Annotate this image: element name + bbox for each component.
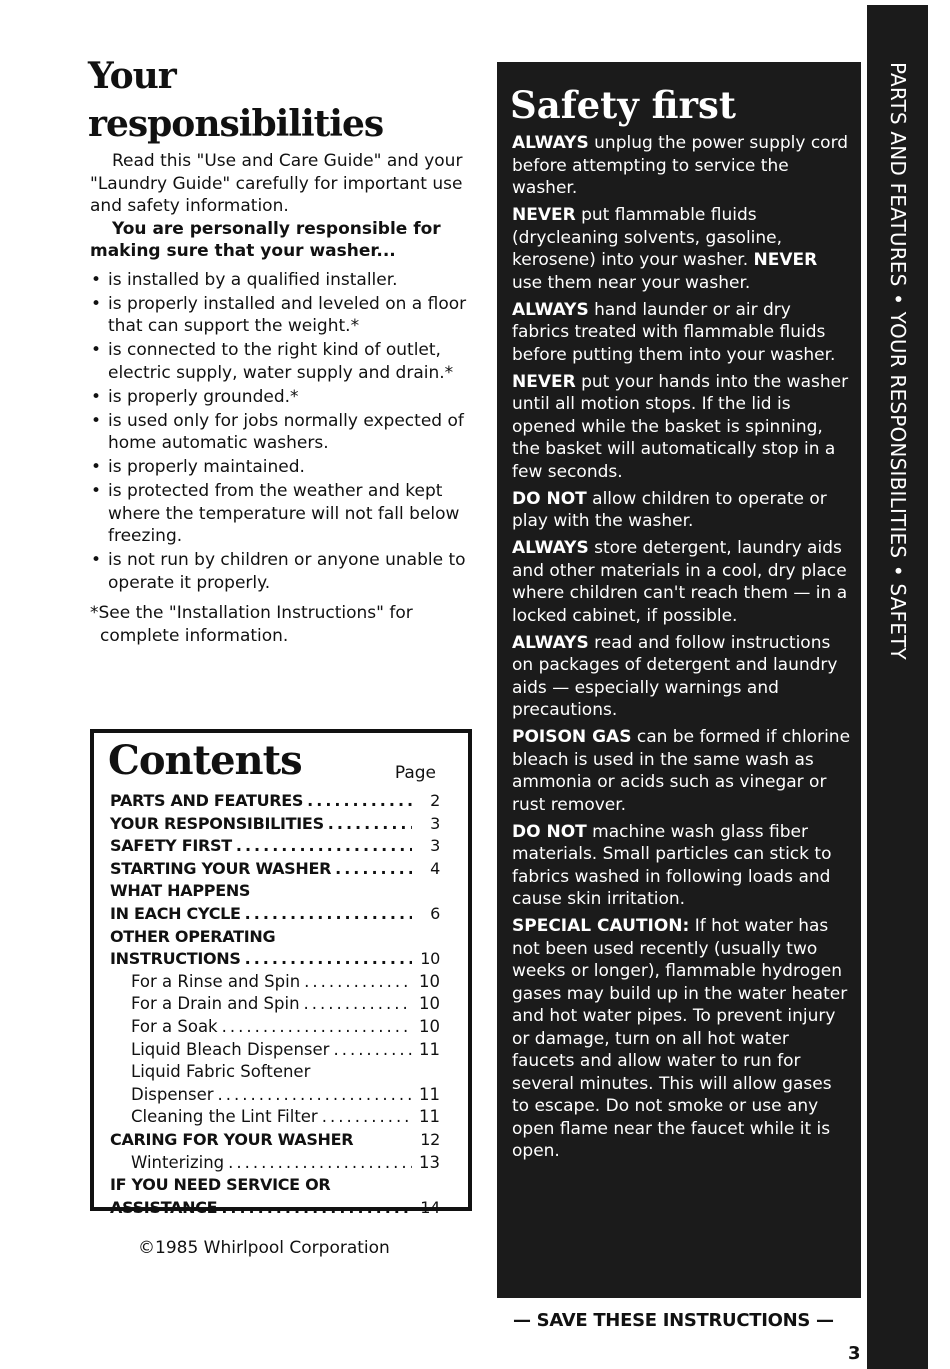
safety-paragraph	[512, 204, 852, 294]
toc-page: 12	[420, 1129, 440, 1149]
toc-label: IN EACH CYCLE	[110, 903, 241, 923]
list-item: • is connected to the right kind of outlet, electric supply, water supply and drain.*	[90, 339, 482, 384]
toc-label: For a Rinse and Spin	[131, 971, 301, 991]
list-item: • is properly maintained.	[90, 456, 482, 479]
safety-text: hand launder or air dry fabrics treated with flammable fluids before putting them into your washer.	[512, 299, 836, 365]
toc-label: ASSISTANCE	[110, 1197, 218, 1217]
toc-row[interactable]	[110, 1084, 440, 1107]
responsibilities-list	[90, 269, 482, 595]
toc-row[interactable]	[110, 948, 440, 971]
toc-leader	[307, 790, 412, 813]
toc-row[interactable]	[110, 1016, 440, 1039]
safety-paragraph	[512, 488, 852, 533]
responsibilities-title: Your responsibilities	[88, 55, 384, 145]
safety-text: put your hands into the washer until all motion stops. If the lid is opened while the basket is spinning, the basket will automatically stop in a few seconds.	[512, 371, 849, 482]
side-tab-label: PARTS AND FEATURES • YOUR RESPONSIBILITIES • SAFETY	[886, 62, 910, 660]
toc-leader	[221, 1197, 412, 1220]
safety-keyword: ALWAYS	[512, 133, 589, 153]
toc-label: For a Soak	[131, 1016, 218, 1036]
toc-page: 10	[419, 971, 440, 991]
toc-page: 11	[419, 1039, 440, 1059]
toc-row[interactable]	[110, 971, 440, 994]
toc-label: CARING FOR YOUR WASHER	[110, 1129, 354, 1149]
toc-label: OTHER OPERATING	[110, 926, 276, 946]
safety-title: Safety first	[510, 83, 736, 127]
safety-keyword: DO NOT	[512, 488, 587, 509]
safety-paragraph	[512, 371, 852, 484]
toc-page: 14	[420, 1197, 440, 1217]
toc-page: 11	[419, 1107, 440, 1127]
toc-row	[110, 880, 440, 903]
contents-page-header: Page	[394, 763, 436, 783]
safety-text: machine wash glass fiber materials. Small particles can stick to fabrics washed in following loads and cause skin irritation.	[512, 821, 832, 909]
list-item: • is not run by children or anyone unable to operate it properly.	[90, 549, 482, 594]
toc-label: Liquid Bleach Dispenser	[131, 1039, 330, 1059]
contents-box	[90, 729, 472, 1217]
toc-leader	[335, 858, 412, 881]
toc-label: Winterizing	[131, 1152, 225, 1172]
toc-leader	[218, 1084, 413, 1107]
toc-row[interactable]	[110, 1152, 440, 1175]
toc-label: WHAT HAPPENS	[110, 881, 251, 901]
toc-page: 10	[419, 1016, 440, 1036]
safety-text: put flammable fluids (drycleaning solvents, gasoline, kerosene) into your washer.	[512, 205, 783, 270]
toc-label: Liquid Fabric Softener	[131, 1062, 311, 1082]
toc-page: 4	[430, 858, 440, 878]
toc-row[interactable]	[110, 1197, 440, 1220]
safety-text: If hot water has not been used recently (usually two weeks or longer), flammable hydrogen gases may build up in the water heater and hot water pipes. To prevent injury or damage, turn on all hot water faucets and allow water to run for several minutes. This will allow gases to escape. Do not smoke or use any open flame near the faucet while it is open.	[512, 916, 848, 1161]
toc-leader	[328, 813, 412, 836]
toc-leader	[304, 993, 412, 1016]
safety-keyword: POISON GAS	[512, 727, 632, 747]
safety-text: store detergent, laundry aids and other materials in a cool, dry place where children can't reach them — in a locked cabinet, if possible.	[512, 538, 848, 626]
list-item: • is properly installed and leveled on a floor that can support the weight.*	[90, 293, 482, 338]
toc-label: YOUR RESPONSIBILITIES	[110, 813, 324, 833]
safety-paragraph	[512, 632, 852, 722]
page-number: 3	[848, 1343, 861, 1364]
toc-row[interactable]	[110, 1039, 440, 1062]
safety-body	[512, 132, 852, 1167]
toc-label: IF YOU NEED SERVICE OR	[110, 1175, 331, 1195]
save-instructions: — SAVE THESE INSTRUCTIONS —	[513, 1310, 834, 1331]
safety-text: unplug the power supply cord before attempting to service the washer.	[512, 133, 849, 198]
copyright-notice: ©1985 Whirlpool Corporation	[138, 1238, 390, 1258]
toc-row[interactable]	[110, 790, 440, 813]
safety-text: use them near your washer.	[512, 272, 751, 293]
toc-leader	[228, 1152, 412, 1175]
safety-paragraph	[512, 299, 852, 367]
toc-label: PARTS AND FEATURES	[110, 791, 304, 810]
toc-page: 6	[430, 903, 440, 923]
toc-row	[110, 1174, 440, 1197]
toc-row[interactable]	[110, 813, 440, 836]
list-item: • is protected from the weather and kept where the temperature will not fall below freezing.	[90, 480, 482, 548]
list-item: • is properly grounded.*	[90, 386, 482, 409]
responsibilities-section	[90, 52, 482, 647]
contents-title: Contents	[108, 737, 302, 784]
toc-label: SAFETY FIRST	[110, 836, 232, 856]
safety-keyword: ALWAYS	[512, 632, 589, 653]
safety-keyword: ALWAYS	[512, 538, 589, 558]
safety-paragraph	[512, 726, 852, 816]
toc-row[interactable]	[110, 835, 440, 858]
toc-row[interactable]	[110, 858, 440, 881]
safety-keyword: NEVER	[512, 371, 576, 392]
toc-row[interactable]	[110, 993, 440, 1016]
safety-text: read and follow instructions on packages of detergent and laundry aids — especially warnings and precautions.	[512, 632, 838, 720]
responsibilities-intro-bold: You are personally responsible for making sure that your washer...	[90, 218, 441, 261]
safety-keyword: NEVER	[753, 250, 818, 270]
toc-row	[110, 926, 440, 949]
safety-keyword: DO NOT	[512, 821, 587, 842]
installation-footnote: *See the "Installation Instructions" for complete information.	[90, 603, 413, 646]
toc-page: 10	[419, 994, 440, 1014]
table-of-contents	[110, 790, 440, 1219]
toc-leader	[222, 1016, 412, 1039]
toc-leader	[322, 1106, 412, 1129]
safety-paragraph	[512, 915, 852, 1163]
safety-first-panel	[497, 62, 861, 1298]
toc-page: 13	[419, 1152, 440, 1172]
safety-text: can be formed if chlorine bleach is used in the same wash as ammonia or acids such as vinegar or rust remover.	[512, 727, 851, 815]
toc-leader	[245, 948, 412, 971]
toc-row	[110, 1061, 440, 1084]
toc-label: INSTRUCTIONS	[110, 949, 241, 969]
safety-keyword: ALWAYS	[512, 299, 589, 320]
toc-page: 11	[419, 1084, 440, 1104]
safety-paragraph	[512, 132, 852, 200]
toc-page: 3	[430, 813, 440, 833]
toc-page: 3	[430, 836, 440, 856]
toc-label: STARTING YOUR WASHER	[110, 858, 332, 878]
toc-leader	[304, 971, 412, 994]
toc-row[interactable]	[110, 903, 440, 926]
toc-label: For a Drain and Spin	[131, 994, 300, 1014]
safety-paragraph	[512, 537, 852, 627]
toc-page: 10	[420, 949, 440, 969]
list-item: • is installed by a qualified installer.	[90, 269, 482, 292]
toc-page: 2	[430, 791, 440, 810]
list-item: • is used only for jobs normally expected of home automatic washers.	[90, 410, 482, 455]
toc-row[interactable]	[110, 1129, 440, 1152]
toc-leader	[245, 903, 412, 926]
safety-keyword: NEVER	[512, 205, 576, 225]
toc-row[interactable]	[110, 1106, 440, 1129]
safety-paragraph	[512, 821, 852, 911]
toc-label: Dispenser	[131, 1084, 214, 1104]
toc-leader	[236, 835, 412, 858]
toc-label: Cleaning the Lint Filter	[131, 1107, 318, 1127]
section-side-tab	[867, 5, 928, 1369]
safety-text: allow children to operate or play with the washer.	[512, 488, 827, 531]
responsibilities-intro: Read this "Use and Care Guide" and your "Laundry Guide" carefully for important use and safety information.	[90, 151, 463, 216]
toc-leader	[333, 1039, 412, 1062]
safety-keyword: SPECIAL CAUTION:	[512, 916, 690, 936]
